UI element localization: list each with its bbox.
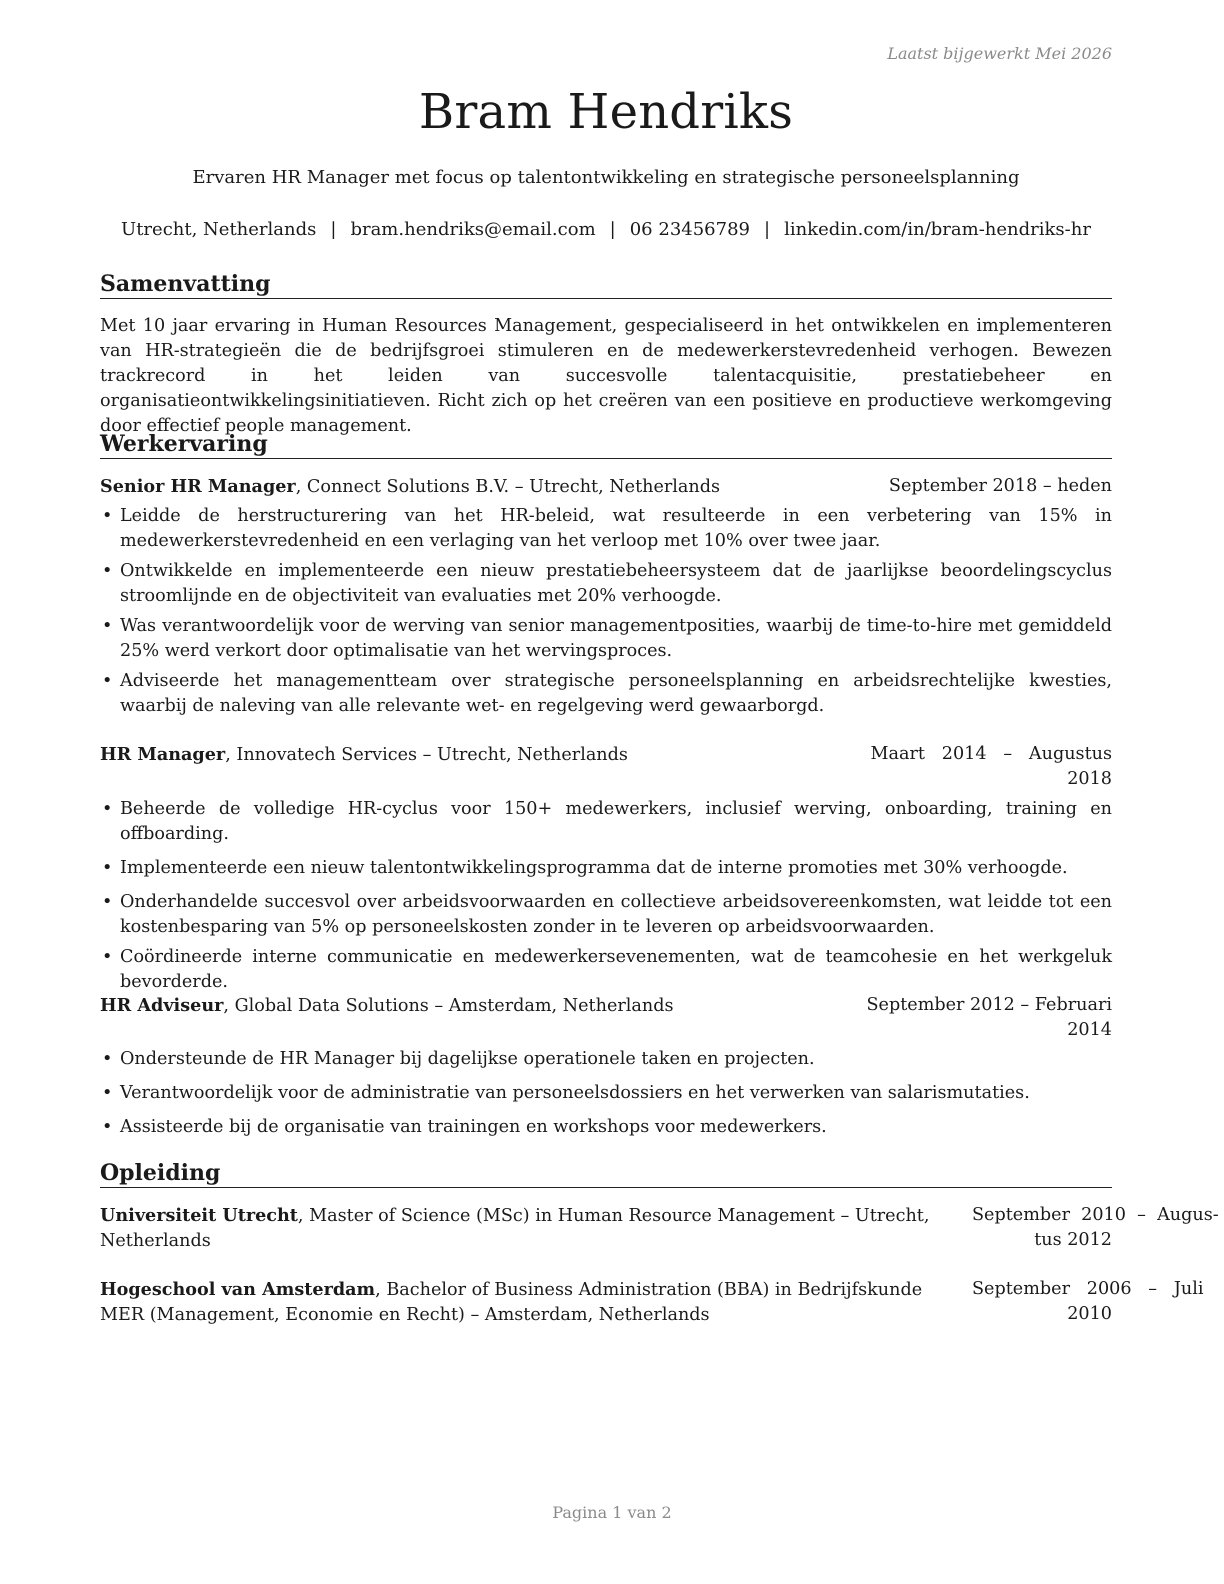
job-bullets — [100, 797, 1112, 1000]
job-bullets — [100, 1047, 1112, 1145]
candidate-name: Bram Hendriks — [418, 84, 794, 140]
list-item: • Leidde de herstructurering van het HR-beleid, wat resulteerde in een verbetering van 15% in medewerkerstevredenheid en een verlaging van het verloop met 10% over twee jaar. — [100, 504, 1112, 554]
education-degree-cont: MER (Management, Economie en Recht) – Amsterdam, Netherlands — [100, 1305, 710, 1325]
list-item: • Ontwikkelde en implementeerde een nieuw prestatiebeheersysteem dat de jaarlijkse beoordelingscyclus stroomlijnde en de objectiviteit van evaluaties met 20% verhoogde. — [100, 559, 1112, 609]
job-role: HR Adviseur — [100, 995, 224, 1016]
education-period — [972, 1277, 1204, 1327]
list-item: • Beheerde de volledige HR-cyclus voor 150+ medewerkers, inclusief werving, onboarding, training en offboarding. — [100, 797, 1112, 847]
education-degree-cont: Netherlands — [100, 1231, 211, 1251]
job-period — [866, 993, 1112, 1043]
section-title-education: Opleiding — [100, 1160, 1112, 1188]
list-item: • Coördineerde interne communicatie en medewerkersevenementen, wat de teamcohesie en het werkgeluk bevorderde. — [100, 945, 1112, 995]
separator: | — [609, 219, 616, 240]
list-item: • Verantwoordelijk voor de administratie van personeelsdossiers en het verwerken van salarismutaties. — [100, 1081, 1112, 1106]
job-period-line: Maart 2014 – Augustus — [870, 744, 1112, 764]
job-company: , Innovatech Services – Utrecht, Netherlands — [225, 745, 628, 765]
list-item: • Ondersteunde de HR Manager bij dagelijkse operationele taken en projecten. — [100, 1047, 1112, 1072]
job-title-line — [100, 742, 628, 768]
job-period-line: September 2012 – Februari — [866, 995, 1112, 1015]
job-bullets — [100, 504, 1112, 724]
job-period: September 2018 – heden — [888, 476, 1112, 496]
job-company: , Connect Solutions B.V. – Utrecht, Netherlands — [295, 477, 721, 497]
contact-phone[interactable]: 06 23456789 — [629, 219, 750, 240]
list-item: • Adviseerde het managementteam over strategische personeelsplanning en arbeidsrechtelijke kwesties, waarbij de naleving van alle relevante wet- en regelgeving werd gewaarborgd. — [100, 669, 1112, 719]
education-entry — [100, 1203, 1219, 1253]
tagline: Ervaren HR Manager met focus op talentontwikkeling en strategische personeelsplanning — [192, 167, 1020, 188]
contact-email[interactable]: bram.hendriks@email.com — [350, 219, 596, 240]
job-role: HR Manager — [100, 744, 226, 765]
list-item: • Onderhandelde succesvol over arbeidsvoorwaarden en collectieve arbeidsovereenkomsten, wat leidde tot een kostenbesparing van 5% op personeelskosten zonder in te leveren op arbeidsvoorwaarden. — [100, 890, 1112, 940]
contact-linkedin[interactable]: linkedin.com/in/bram-hendriks-hr — [784, 219, 1091, 240]
list-item: • Assisteerde bij de organisatie van trainingen en workshops voor medewerkers. — [100, 1115, 1112, 1140]
education-degree: , Master of Science (MSc) in Human Resource Management – Utrecht, — [297, 1206, 930, 1226]
contact-location: Utrecht, Netherlands — [121, 219, 317, 240]
job-period — [871, 742, 1112, 792]
list-item: • Implementeerde een nieuw talentontwikkelingsprogramma dat de interne promoties met 30% verhoogde. — [100, 856, 1112, 881]
job-period-line: 2018 — [1067, 769, 1112, 789]
education-institution: Universiteit Utrecht — [100, 1205, 298, 1226]
education-period-line: 2010 — [1067, 1304, 1112, 1324]
contact-line — [100, 219, 1112, 240]
job-period-line: 2014 — [1067, 1020, 1112, 1040]
section-title-summary: Samenvatting — [100, 271, 1112, 299]
education-entry — [100, 1277, 1204, 1327]
job-role: Senior HR Manager — [100, 476, 296, 497]
job-title-line — [100, 474, 720, 500]
education-period — [972, 1203, 1219, 1253]
separator: | — [330, 219, 337, 240]
education-degree: , Bachelor of Business Administration (BBA) in Bedrijfskunde — [375, 1280, 923, 1300]
job-title-line — [100, 993, 674, 1019]
separator: | — [763, 219, 771, 240]
education-period-line: September 2006 – Juli — [972, 1279, 1204, 1299]
education-period-line: tus 2012 — [1034, 1230, 1112, 1250]
summary-text: Met 10 jaar ervaring in Human Resources Management, gespecialiseerd in het ontwikkelen en implementeren van HR-strategieën die de bedrijfsgroei stimuleren en de medewerkerstevredenheid verhogen. Bewezen trackrecord in het leiden van succesvolle talentacquisitie, prestatiebeheer en organisatieontwikkelingsinitiatieven. Richt zich op het creëren van een positieve en productieve werkomgeving door effectief people management. — [100, 316, 1112, 436]
last-updated: Laatst bijgewerkt Mei 2026 — [887, 44, 1112, 63]
section-title-experience: Werkervaring — [100, 431, 1112, 459]
education-description — [100, 1203, 976, 1254]
job-company: , Global Data Solutions – Amsterdam, Netherlands — [223, 996, 674, 1016]
education-description — [100, 1277, 976, 1328]
education-institution: Hogeschool van Amsterdam — [100, 1279, 376, 1300]
page-number: Pagina 1 van 2 — [552, 1503, 672, 1522]
list-item: • Was verantwoordelijk voor de werving van senior managementposities, waarbij de time-to-hire met gemiddeld 25% werd verkort door optimalisatie van het wervingsproces. — [100, 614, 1112, 664]
education-period-line: September 2010 – Augus- — [972, 1205, 1219, 1225]
